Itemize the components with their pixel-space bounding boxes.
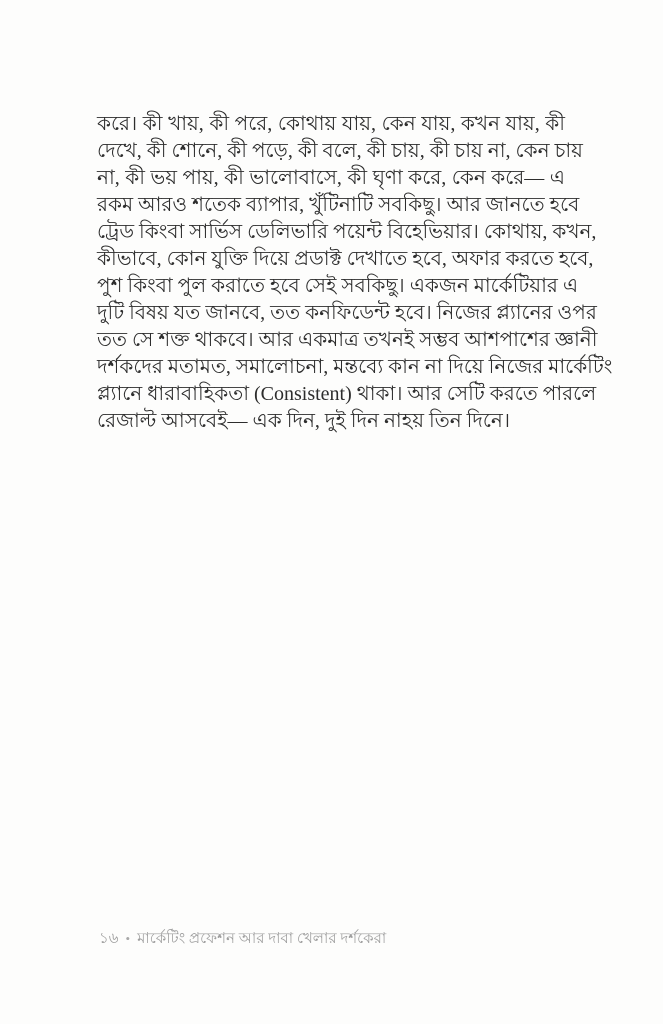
paragraph-line: রেজাল্ট আসবেই— এক দিন, দুই দিন নাহয় তিন দিনে। [97, 410, 511, 432]
paragraph-line: রকম আরও শতেক ব্যাপার, খুঁটিনাটি সবকিছু। আর জানতে হবে [97, 194, 580, 216]
paragraph-line: করে। কী খায়, কী পরে, কোথায় যায়, কেন যায়, কখন যায়, কী [97, 113, 565, 135]
footer-bullet-icon: • [125, 931, 131, 946]
paragraph-line: ট্রেড কিংবা সার্ভিস ডেলিভারি পয়েন্ট বিহেভিয়ার। কোথায়, কখন, [97, 221, 597, 243]
paragraph-line: পুশ কিংবা পুল করাতে হবে সেই সবকিছু। একজন মার্কেটিয়ার এ [97, 275, 579, 297]
paragraph-line: দেখে, কী শোনে, কী পড়ে, কী বলে, কী চায়, কী চায় না, কেন চায় [97, 140, 583, 162]
paragraph-line: না, কী ভয় পায়, কী ভালোবাসে, কী ঘৃণা করে, কেন করে— এ [97, 167, 565, 189]
paragraph-line: প্ল্যানে ধারাবাহিকতা (Consistent) থাকা। আর সেটি করতে পারলে [97, 383, 597, 405]
paragraph-line: দর্শকদের মতামত, সমালোচনা, মন্তব্যে কান না দিয়ে নিজের মার্কেটিং [97, 356, 613, 378]
paragraph-line: দুটি বিষয় যত জানবে, তত কনফিডেন্ট হবে। নিজের প্ল্যানের ওপর [97, 302, 597, 324]
paragraph-line: তত সে শক্ত থাকবে। আর একমাত্র তখনই সম্ভব আশপাশের জ্ঞানী [97, 329, 598, 351]
page-number: ১৬ [99, 931, 119, 947]
paragraph-line: কীভাবে, কোন যুক্তি দিয়ে প্রডাক্ট দেখাতে হবে, অফার করতে হবে, [97, 248, 594, 270]
running-title: মার্কেটিং প্রফেশন আর দাবা খেলার দর্শকেরা [137, 931, 387, 947]
body-paragraph [97, 111, 613, 435]
page-footer [99, 929, 386, 949]
